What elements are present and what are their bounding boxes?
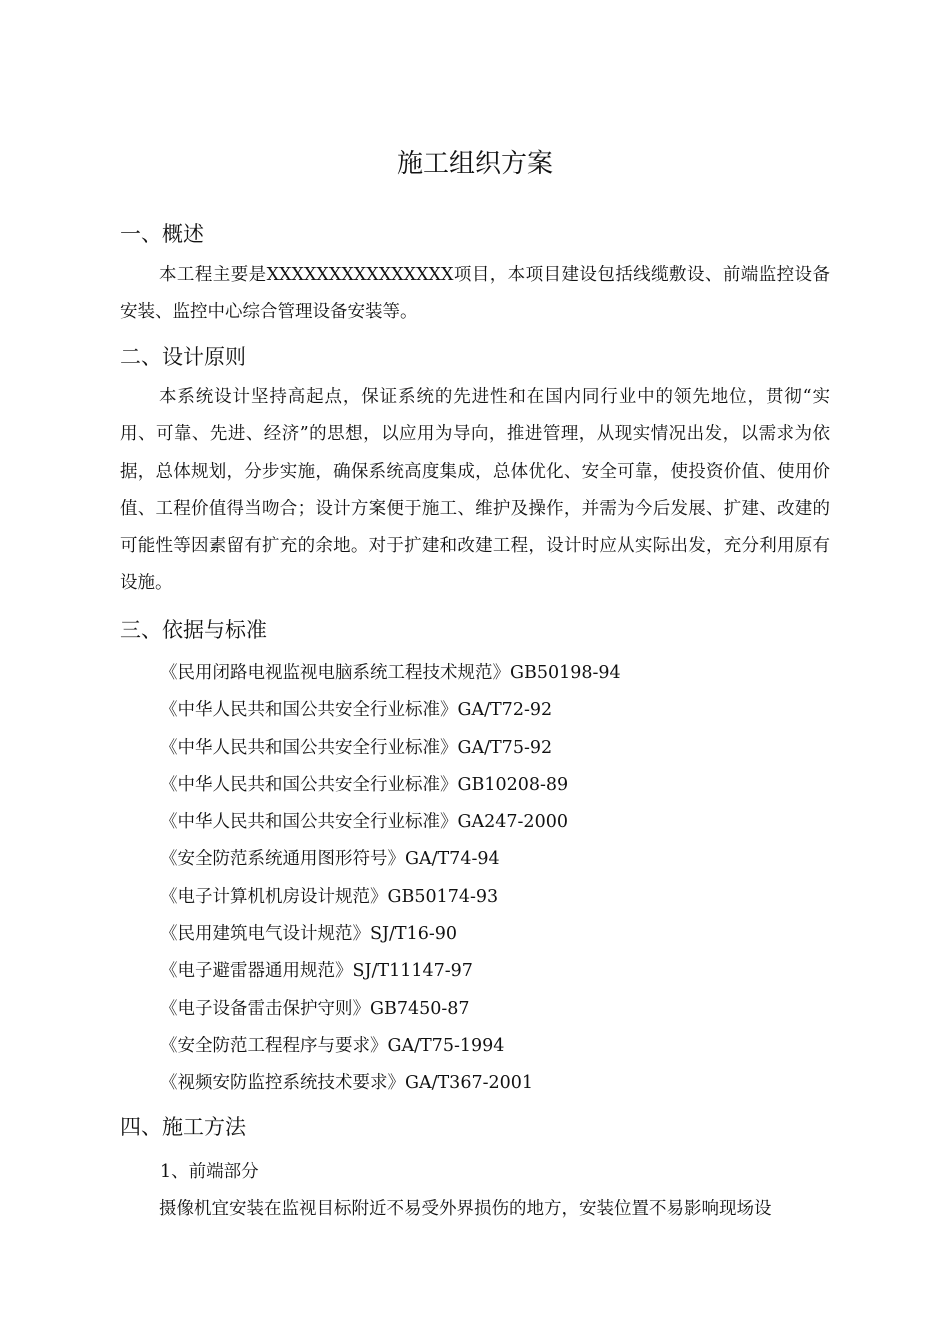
page-title: 施工组织方案 xyxy=(396,149,553,179)
overview-paragraph: 本工程主要是XXXXXXXXXXXXXXX项目，本项目建设包括线缆敷设、前端监控设备安装、监控中心综合管理设备安装等。 xyxy=(120,265,830,323)
design-principles-paragraph: 本系统设计坚持高起点，保证系统的先进性和在国内同行业中的领先地位，贯彻“实用、可靠、先进、经济”的思想，以应用为导向，推进管理，从现实情况出发，以需求为依据，总体规划，分步实施，确保系统高度集成，总体优化、安全可靠，使投资价值、使用价值、工程价值得当吻合；设计方案便于施工、维护及操作，并需为今后发展、扩建、改建的可能性等因素留有扩充的余地。对于扩建和改建工程，设计时应从实际出发，充分利用原有设施。 xyxy=(120,387,830,594)
standard-item: 《安全防范系统通用图形符号》GA/T74-94 xyxy=(160,849,500,870)
subsection-heading-front-end: 1、前端部分 xyxy=(160,1162,259,1182)
standard-item: 《电子计算机机房设计规范》GB50174-93 xyxy=(160,886,499,907)
standard-item: 《中华人民共和国公共安全行业标准》GA/T72-92 xyxy=(160,700,553,721)
section-heading-standards: 三、依据与标准 xyxy=(120,618,267,642)
standard-item: 《中华人民共和国公共安全行业标准》GA/T75-92 xyxy=(160,737,553,758)
standards-list xyxy=(160,655,621,1103)
standard-item: 《民用闭路电视监视电脑系统工程技术规范》GB50198-94 xyxy=(160,663,621,683)
standard-item: 《电子避雷器通用规范》SJ/T11147-97 xyxy=(160,961,473,982)
section-heading-construction-method: 四、施工方法 xyxy=(120,1115,246,1139)
standard-item: 《中华人民共和国公共安全行业标准》GA247-2000 xyxy=(160,812,568,833)
standard-item: 《安全防范工程程序与要求》GA/T75-1994 xyxy=(160,1035,505,1056)
standard-item: 《电子设备雷击保护守则》GB7450-87 xyxy=(160,998,470,1019)
standard-item: 《视频安防监控系统技术要求》GA/T367-2001 xyxy=(160,1073,534,1094)
section-heading-overview: 一、概述 xyxy=(120,222,204,246)
section-heading-design-principles: 二、设计原则 xyxy=(120,345,246,369)
front-end-paragraph: 摄像机宜安装在监视目标附近不易受外界损伤的地方，安装位置不易影响现场设 xyxy=(159,1199,772,1219)
standard-item: 《民用建筑电气设计规范》SJ/T16-90 xyxy=(160,924,458,945)
standard-item: 《中华人民共和国公共安全行业标准》GB10208-89 xyxy=(160,774,569,795)
